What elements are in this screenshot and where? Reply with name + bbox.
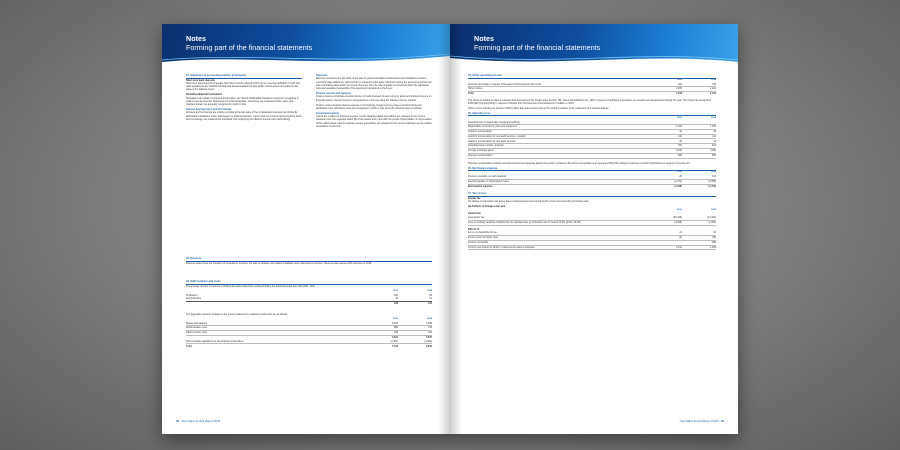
table-row: 128 120 [186,301,432,305]
page-subtitle: Forming part of the financial statements [186,43,313,52]
table-row: Wages and salaries 8,418 6,930 [186,321,432,325]
heading-short-term-deposits: Short term bank deposits [186,78,215,82]
text-staff-intro: The average number of persons (including Executive Directors) employed during the financial period was 128 (2014: 120). [186,284,316,288]
text-government-grants: Grants are credited to deferred revenue. Grants towards capital expenditure are released to the income statement over the expected useful life of the assets and in line with the period of amortisation or depreciation of the related asset. Grants towards revenue expenditure are released to the income statement as the related expenditure is incurred. [316,115,432,128]
table-row: Income not taxable - (38) [468,240,716,244]
page-title: Notes [474,34,494,43]
right-content [468,74,716,250]
text-interest-loans: All loans and borrowings are initially recorded at the fair value of the consideration received net of directly attributable transaction costs. Subsequent to initial recognition, current and non-current interest-bearing loans and borrowings, are measured at amortised cost employing the effective interest rate methodology. [186,111,302,122]
text-finance-income: Finance income comprises interest income on funds invested, foreign currency gains and dividend income on financial assets. Interest income is recognised as it accrues using the effective interest method. [316,95,432,102]
section-staff [186,280,432,348]
table-row: Directors remuneration 823 800 [468,154,716,158]
staff-costs-table: 2015 2014 Wages and salaries 8,418 6,930 Social welfare costs 865 729 Other pension costs 238 222 9,521 7,837 Remuneration capitalised as development expenditure (2,322) (2,024) Total 7,199 6,813 [186,317,432,348]
heading-interest-loans: Interest-bearing loans and borrowings [186,108,232,112]
section-title-net-finance: 06. Net finance expense [468,167,716,172]
table-row: Social welfare costs 865 729 [186,326,432,330]
operating-loss-table: 2015 2014 Operating loss is stated after charging/(crediting): Depreciation on property, plant and equipment 1,703 1,409 Auditor's remuneration 42 40 Auditor's remuneration for non-audit services - taxation 134 112 Auditor's remuneration for non-audit services 29 33 Operating lease rentals - property 784 613 Foreign exchange gains (123) (346) Directors remuneration 823 800 [468,116,716,158]
heading-derivatives: Derivative financial instruments [186,93,223,97]
heading-effects: Effects of: [468,227,480,231]
section-title-other-income: 04. Other operating income [468,74,716,79]
right-page [450,24,738,434]
table-row: Loss on ordinary activities multiplied by the standard rate of corporation tax in Ireland 12.5% (2014: 12.5%) (3,305) (1,803) [468,221,716,225]
table-row: Other pension costs 238 222 [186,331,432,335]
table-row: Production 106 99 [186,293,432,297]
right-footer [680,419,724,423]
heading-current-tax: Current tax [468,212,481,216]
year-header-prior: 2014 [427,289,432,292]
heading-government-grants: Government grants [316,111,340,115]
table-row: Loss before tax (26,446) (14,422) [468,216,716,220]
left-footer [176,419,220,423]
text-directors-note: Directors remuneration includes amounts accrued and amounts paid in the period. Included in directors remuneration is an amount of €32,199 relating to retirement benefit contributions in respect of one director. [468,161,691,165]
table-row: Remuneration capitalised as development expenditure (2,322) (2,024) [186,339,432,343]
page-number: 33 [720,419,724,423]
left-page [162,24,450,434]
section-title-revenue: 02. Revenue [186,257,432,262]
brochure-spread [162,24,738,434]
table-row: Current year losses for which no deferred tax asset recognised 3,314 1,849 [468,245,716,249]
footer-brand: OpenJ9plc Annual Report 2015 [679,419,719,423]
staff-numbers-table [186,289,432,305]
text-other-income-note: Other income includes an amount of €0.8 million that was received during the period in relation to the settlement of a supplier dispute. [468,106,610,110]
table-row: Interest payable on shareholders loans (2,471) (1,558) [468,179,716,183]
section-revenue [186,257,432,266]
table-row: Interest receivable on cash deposits 26 144 [468,175,716,179]
text-finance-costs: Finance costs comprise interest expense on borrowings, foreign currency losses and borrowing and applicable costs. All finance costs are recognised in profit or loss using the effective interest method. [316,103,422,110]
section-title-operating-loss: 05. Operating loss [468,112,716,117]
page-subtitle: Forming part of the financial statements [474,43,601,52]
left-column-2 [316,74,432,130]
text-income-tax: No charge to corporation tax arises due to trading losses incurred during the current and preceding financial years. [468,200,590,204]
year-header-current: 2015 [393,289,398,292]
table-row: Foreign exchange gains (123) (346) [468,149,716,153]
section-title-tax: 07. Tax on loss [468,192,716,197]
heading-finance-income: Finance income and expense [316,92,351,96]
table-row: Income taxed at higher rates (6) (18) [468,236,716,240]
header-wave-graphic [162,52,450,72]
text-short-term-deposits: Short term bank deposits of greater than three months maturity which do not meet the definition of cash and cash equivalents are classified as financial assets available for sale within current assets and stated at fair value in the balance sheet. [186,81,300,92]
header-wave-graphic [450,52,738,72]
table-row: Auditor's remuneration for non-audit services 29 33 [468,139,716,143]
left-content [186,74,432,419]
other-income-table: 2015 2014 Amounts receivable in respect of Research & Development tax credit 182 708 Other income 1,006 1,414 Total 1,188 2,122 [468,78,716,96]
text-expenses: Revenue comprises the fair value of the sale of goods and related maintenance and installation services, excluding value added tax, deferred tax on refused by third party customers during the accounting period and after eliminating sales within the Group. Revenue from the sale of goods is recognised when the significant risks and rewards of ownership of the goods are transferred to the buyer. [316,77,432,91]
footer-brand: OpenJ9plc Annual Report 2015 [181,419,221,423]
text-revenue: Revenue arises from the provision of consultancy services, the sale of software and related installation and maintenance services. Revenue was earned within Europe for 2015. [186,261,372,265]
table-row: Auditor's remuneration for non-audit services - taxation 134 112 [468,134,716,138]
table-row: Other income 1,006 1,414 [468,87,716,91]
left-column-1 [186,74,302,123]
page-number: 30 [176,419,180,423]
table-row: Items not deductible for tax 21 84 [468,231,716,235]
text-derivatives: Derivatives are initially recognised at fair value; any directly attributable transaction costs are recognised in profit or loss as incurred. Subsequent to initial recognition, derivatives are measured at fair value, and changes therein are generally recognised in profit or loss. [186,96,299,107]
table-row: Auditor's remuneration 42 40 [468,130,716,134]
table-row: Administration 24 21 [186,297,432,301]
table-row: Total 1,188 2,122 [468,92,716,96]
heading-analysis: (a) Analysis of charge in the year [468,205,506,209]
header-band [450,24,738,66]
table-row: Net financial expense (2,445) (1,414) [468,184,716,188]
page-title: Notes [186,34,206,43]
table-row: Operating lease rentals - property 784 613 [468,144,716,148]
net-finance-table: 2015 2014 Interest receivable on cash deposits 26 144 Interest payable on shareholders loans (2,471) (1,558) Net financial expense (2,445) (1,414) [468,171,716,188]
text-staff-aggregate: The aggregate amounts charged to the income statement in relation to staff costs are as follows: [186,312,288,316]
tax-table: 2015 2014 Current tax Loss before tax (26,446) (14,422) Loss on ordinary activities multiplied by the standard rate of corporation tax in Ireland 12.5% (2014: 12.5%) (3,305) (1,803) Effects of: Items not deductible for tax 21 84 Income taxed at higher rates (6) (18) Income not taxable - (38) Current year losses for which no deferred tax asset recognised 3,314 1,849 [468,208,716,249]
text-rd-credit: The Group is entitled to claim a research and development Tax Credit under Section 766, Taxes Consolidation Act, 1997 in respect of qualifying expenditure on research and development during the year. The Group has recognised €182,000 (Company €nil) in respect of refunds from the Revenue Commissioners in relation to 2015. [468,98,711,106]
table-row: Operating loss is stated after charging/(crediting): [468,120,716,124]
table-row: Total 7,199 6,813 [186,344,432,348]
section-title-accounting-policies: 01. Statement of accounting policies (continued) [186,74,302,79]
header-band [162,24,450,66]
table-row: Amounts receivable in respect of Research & Development tax credit 182 708 [468,82,716,86]
heading-income-tax: Income tax [468,196,481,200]
table-row: 9,521 7,837 [186,335,432,339]
heading-expenses: Expenses [316,74,328,77]
section-title-staff: 03. Staff numbers and costs [186,280,432,285]
table-row: Depreciation on property, plant and equipment 1,703 1,409 [468,125,716,129]
